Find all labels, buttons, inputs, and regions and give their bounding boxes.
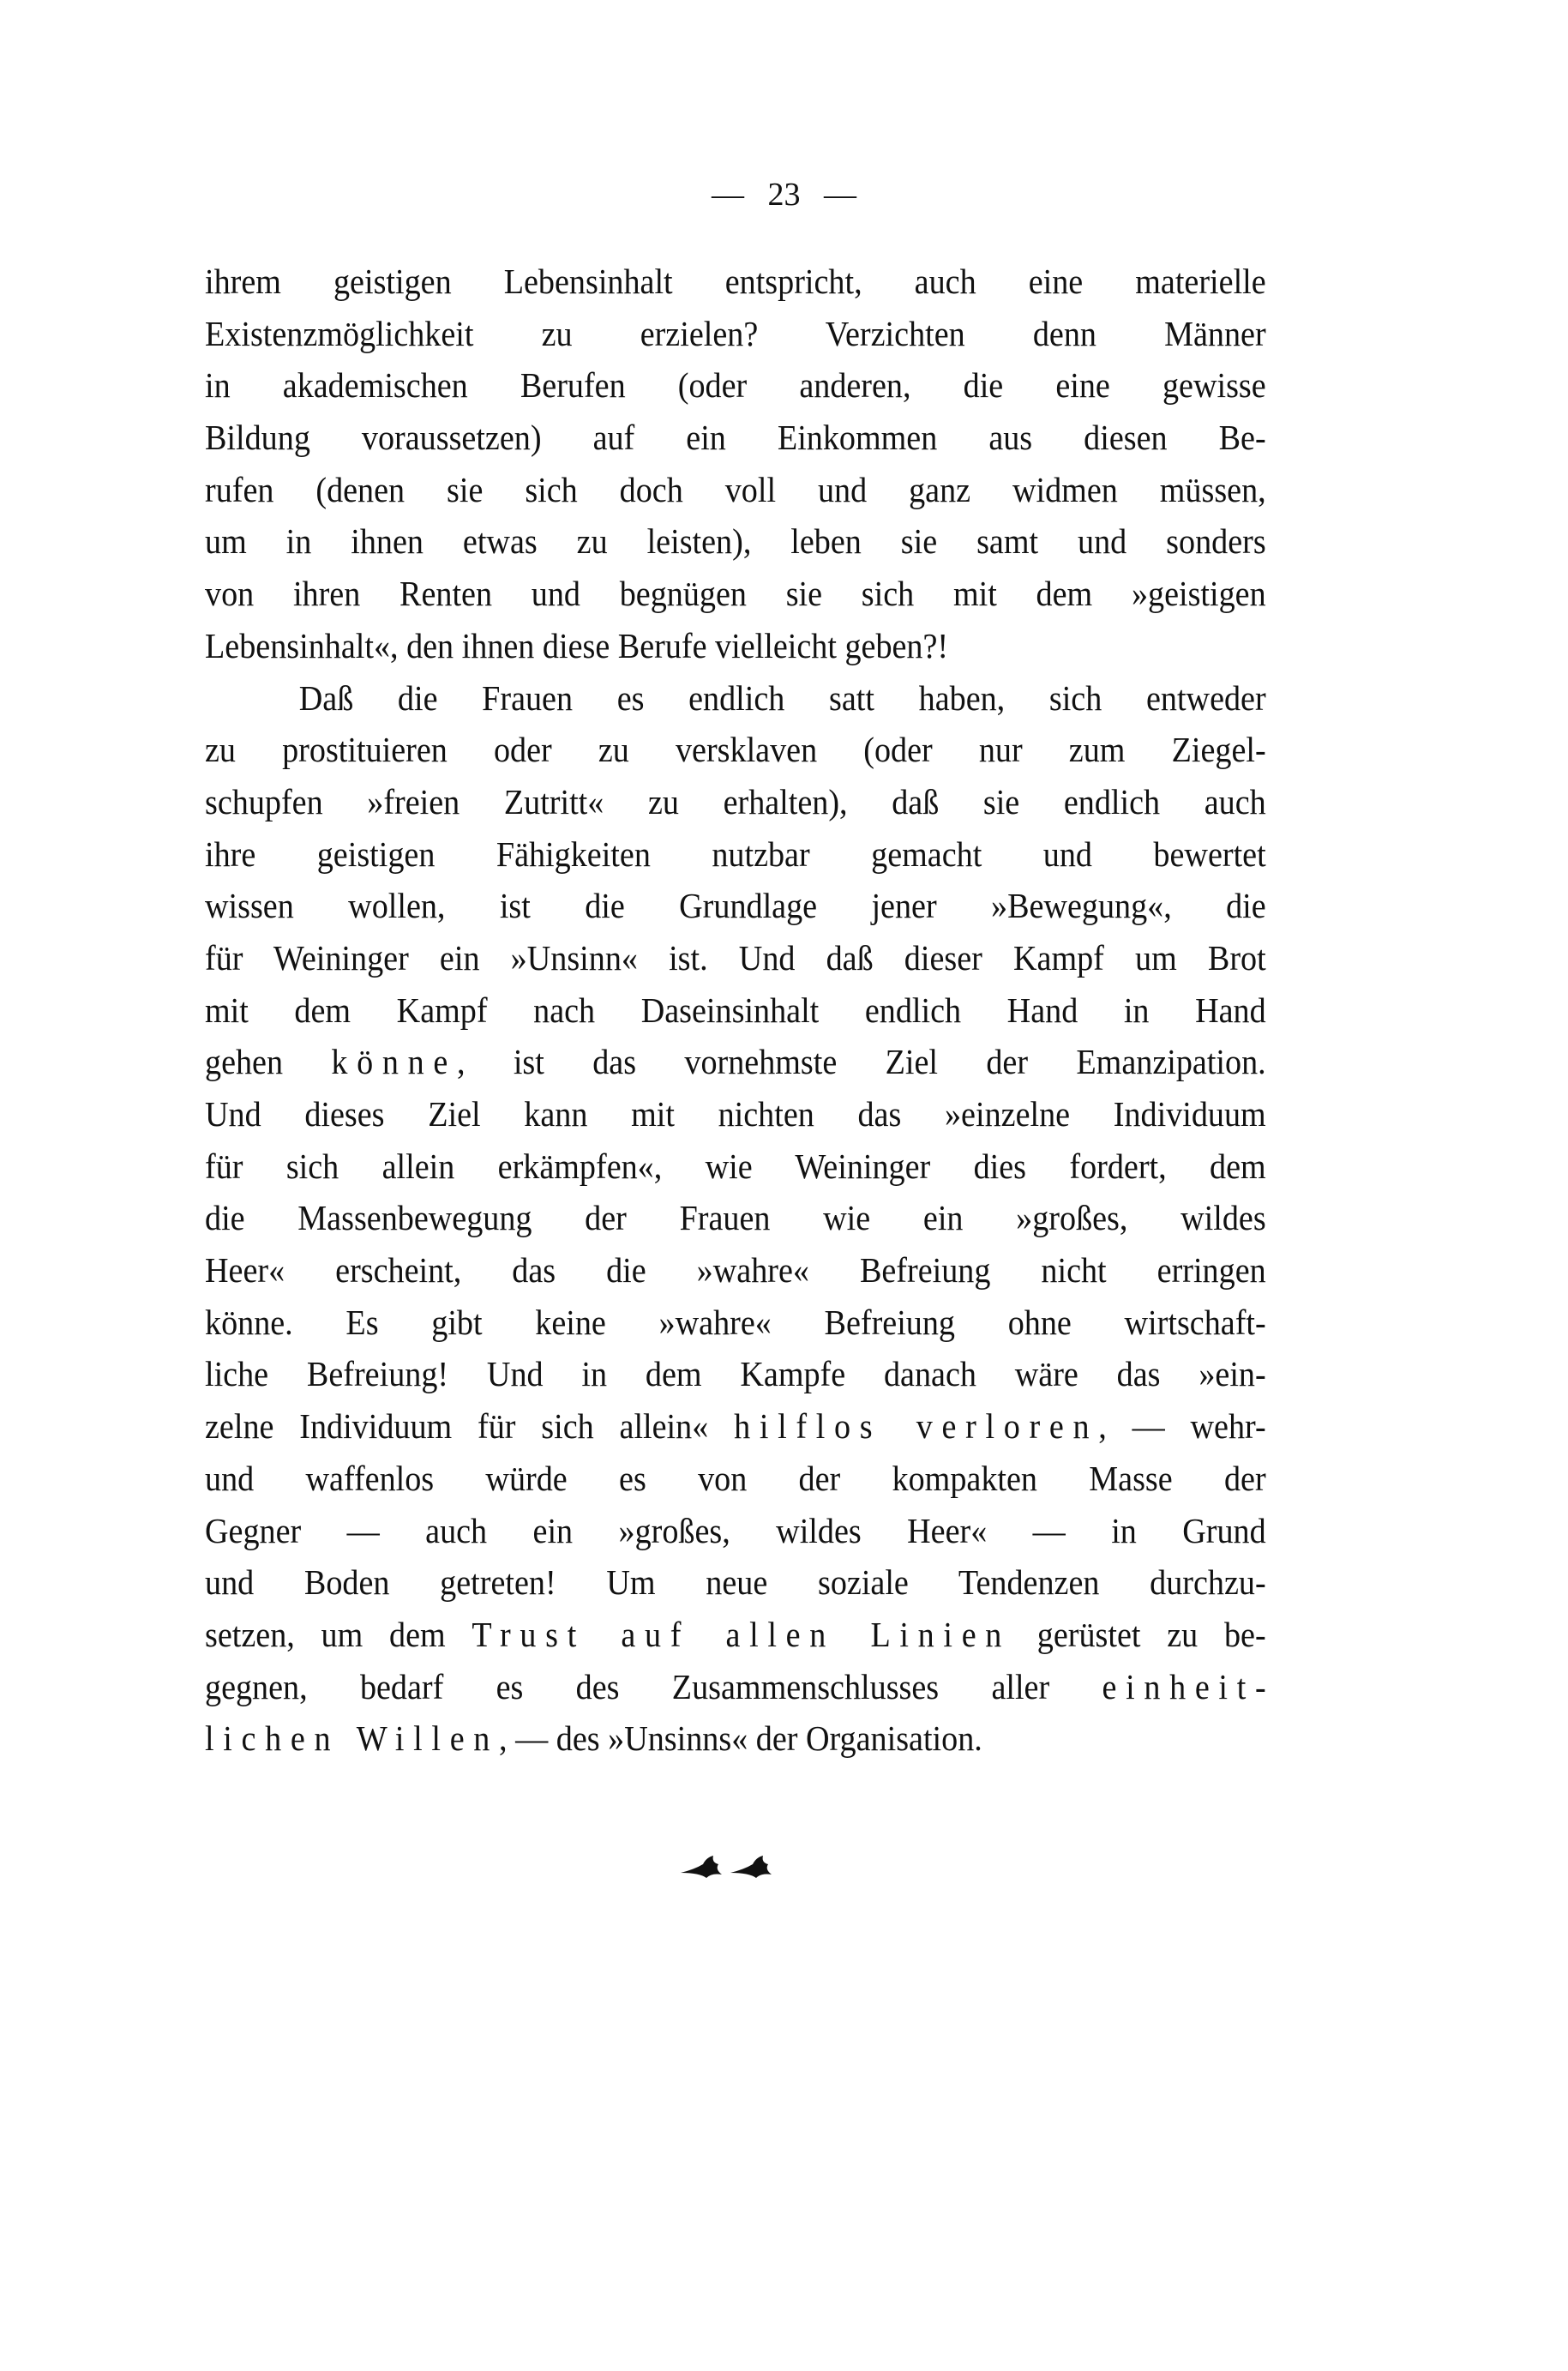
text-line bbox=[205, 776, 1266, 828]
text-segment: , — des »Unsinns« der Organisation. bbox=[499, 1718, 982, 1759]
text-line bbox=[205, 515, 1266, 568]
text-line bbox=[205, 1088, 1266, 1140]
text-segment: die Massenbewegung der Frauen wie ein »großes, wildes bbox=[205, 1198, 1266, 1238]
text-segment: mit dem Kampf nach Daseinsinhalt endlich Hand in Hand bbox=[205, 990, 1266, 1030]
text-line bbox=[205, 1400, 1266, 1453]
text-segment: zelne Individuum für sich allein« bbox=[205, 1406, 735, 1447]
text-segment: von ihren Renten und begnügen sie sich mit dem »geistigen bbox=[205, 574, 1266, 614]
text-line bbox=[205, 1140, 1266, 1193]
text-line bbox=[205, 932, 1266, 984]
text-line bbox=[205, 880, 1266, 932]
spaced-emphasis: einheit bbox=[1102, 1666, 1255, 1706]
text-segment: ihrem geistigen Lebensinhalt entspricht, auch eine materielle bbox=[205, 262, 1266, 301]
text-segment: um in ihnen etwas zu leisten), leben sie samt und sonders bbox=[205, 521, 1266, 562]
text-line bbox=[205, 464, 1266, 516]
text-segment: in akademischen Berufen (oder anderen, die eine gewisse bbox=[205, 365, 1266, 406]
text-segment: schupfen »freien Zutritt« zu erhalten), daß sie endlich auch bbox=[205, 781, 1266, 821]
text-segment: für Weininger ein »Unsinn« ist. Und daß dieser Kampf um Brot bbox=[205, 937, 1266, 978]
text-line bbox=[205, 1505, 1266, 1557]
text-line bbox=[205, 724, 1266, 776]
text-segment: setzen, um dem bbox=[205, 1614, 472, 1654]
text-line bbox=[205, 308, 1266, 360]
spaced-emphasis: hilflos verloren bbox=[734, 1406, 1099, 1447]
text-line bbox=[205, 1297, 1266, 1349]
spaced-emphasis: Trust auf allen Linien bbox=[472, 1614, 1012, 1654]
text-segment: wissen wollen, ist die Grundlage jener »Bewegung«, die bbox=[205, 886, 1266, 926]
text-segment: Existenzmöglichkeit zu erzielen? Verzichten denn Männer bbox=[205, 313, 1266, 353]
text-line bbox=[205, 1348, 1266, 1400]
text-line bbox=[205, 620, 1266, 672]
spaced-emphasis: könne bbox=[331, 1042, 457, 1082]
text-segment: - bbox=[1254, 1666, 1266, 1706]
text-line bbox=[205, 1556, 1266, 1609]
text-line bbox=[205, 568, 1266, 620]
text-segment: rufen (denen sie sich doch voll und ganz widmen müssen, bbox=[205, 469, 1266, 509]
text-segment: Daß die Frauen es endlich satt haben, sich entweder bbox=[298, 677, 1266, 718]
text-segment: Gegner — auch ein »großes, wildes Heer« — in Grund bbox=[205, 1510, 1266, 1550]
fleuron-ornament-icon bbox=[677, 1852, 789, 1883]
text-line bbox=[205, 1609, 1266, 1661]
text-segment: Lebensinhalt«, den ihnen diese Berufe vielleicht geben?! bbox=[205, 625, 949, 665]
body-text bbox=[205, 256, 1266, 1765]
text-segment: gehen bbox=[205, 1042, 332, 1082]
text-line bbox=[205, 984, 1266, 1037]
text-segment: , ist das vornehmste Ziel der Emanzipation. bbox=[456, 1042, 1266, 1082]
text-line bbox=[205, 1661, 1266, 1713]
text-segment: und Boden getreten! Um neue soziale Tendenzen durchzu- bbox=[205, 1562, 1266, 1603]
text-segment: ihre geistigen Fähigkeiten nutzbar gemacht und bewertet bbox=[205, 833, 1266, 874]
text-segment: und waffenlos würde es von der kompakten Masse der bbox=[205, 1458, 1266, 1498]
text-segment: könne. Es gibt keine »wahre« Befreiung ohne wirtschaft- bbox=[205, 1302, 1266, 1342]
text-segment: gegnen, bedarf es des Zusammenschlusses aller bbox=[205, 1666, 1102, 1706]
text-segment: liche Befreiung! Und in dem Kampfe danach wäre das »ein- bbox=[205, 1354, 1266, 1394]
text-segment: , — wehr- bbox=[1098, 1406, 1266, 1447]
text-segment: für sich allein erkämpfen«, wie Weininger dies fordert, dem bbox=[205, 1146, 1266, 1186]
text-segment: Und dieses Ziel kann mit nichten das »einzelne Individuum bbox=[205, 1094, 1266, 1134]
text-segment: gerüstet zu be- bbox=[1011, 1614, 1266, 1654]
text-segment: Bildung voraussetzen) auf ein Einkommen aus diesen Be- bbox=[205, 418, 1266, 458]
text-line bbox=[205, 359, 1266, 412]
text-segment: zu prostituieren oder zu versklaven (oder nur zum Ziegel- bbox=[205, 730, 1266, 770]
text-line bbox=[205, 1712, 1266, 1765]
page-number: — 23 — bbox=[712, 177, 856, 213]
text-line bbox=[205, 412, 1266, 464]
text-line bbox=[205, 1192, 1266, 1244]
text-line bbox=[205, 828, 1266, 881]
text-line bbox=[205, 1036, 1266, 1088]
text-line bbox=[205, 672, 1266, 725]
text-line bbox=[205, 1453, 1266, 1505]
text-segment: Heer« erscheint, das die »wahre« Befreiung nicht erringen bbox=[205, 1250, 1266, 1291]
spaced-emphasis: lichen Willen bbox=[205, 1718, 500, 1759]
text-line bbox=[205, 256, 1266, 308]
text-line bbox=[205, 1244, 1266, 1297]
